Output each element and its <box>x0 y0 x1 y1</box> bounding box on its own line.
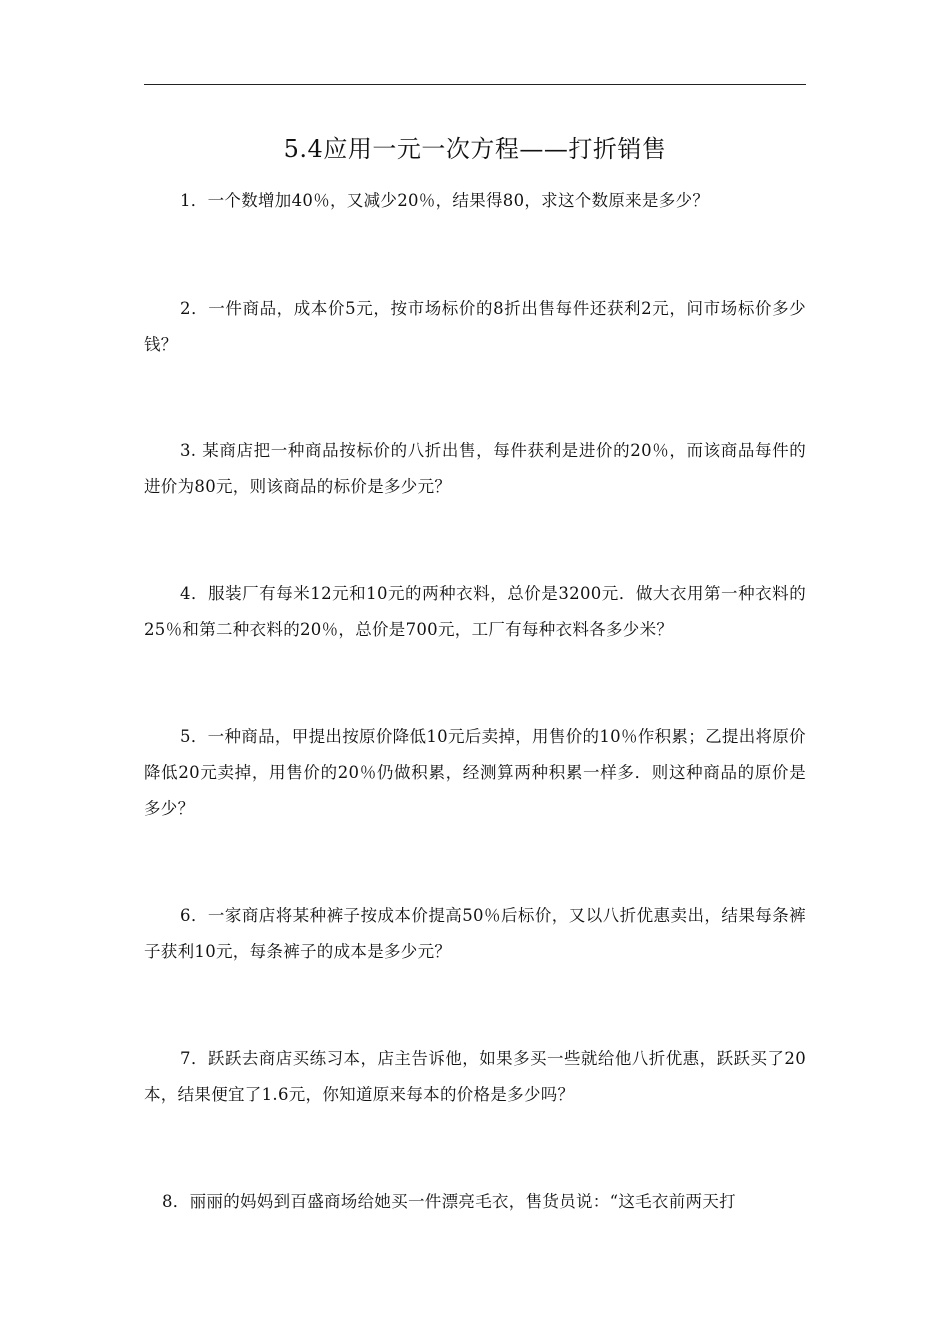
page-title: 5.4应用一元一次方程——打折销售 <box>283 135 667 163</box>
question-2: 2．一件商品，成本价5元，按市场标价的8折出售每件还获利2元，问市场标价多少钱？ <box>144 299 806 354</box>
question-1: 1．一个数增加40％，又减少20％，结果得80，求这个数原来是多少？ <box>180 191 710 210</box>
question-8: 8．丽丽的妈妈到百盛商场给她买一件漂亮毛衣，售货员说：“这毛衣前两天打 <box>162 1192 736 1211</box>
question-4: 4．服装厂有每米12元和10元的两种衣料，总价是3200元．做大衣用第一种衣料的25％和第二种衣料的20％，总价是700元，工厂有每种衣料各多少米？ <box>144 584 806 639</box>
question-6: 6．一家商店将某种裤子按成本价提高50％后标价，又以八折优惠卖出，结果每条裤子获利10元，每条裤子的成本是多少元？ <box>144 906 806 961</box>
question-5: 5．一种商品，甲提出按原价降低10元后卖掉，用售价的10％作积累；乙提出将原价降低20元卖掉，用售价的20％仍做积累，经测算两种积累一样多．则这种商品的原价是多少？ <box>144 727 806 818</box>
question-3: 3. 某商店把一种商品按标价的八折出售，每件获利是进价的20％，而该商品每件的进价为80元，则该商品的标价是多少元？ <box>144 441 806 496</box>
header-rule <box>144 84 806 85</box>
question-7: 7．跃跃去商店买练习本，店主告诉他，如果多买一些就给他八折优惠，跃跃买了20本，结果便宜了1.6元，你知道原来每本的价格是多少吗？ <box>144 1049 806 1104</box>
